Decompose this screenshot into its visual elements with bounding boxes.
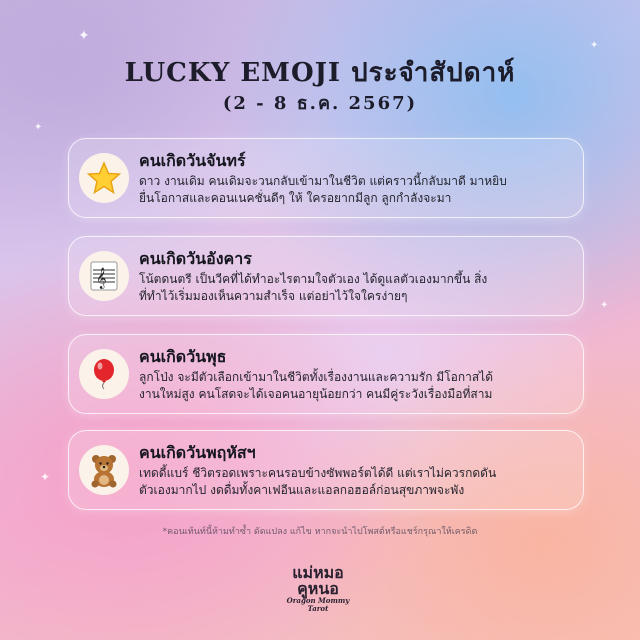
sparkle-icon: ✦	[78, 28, 90, 44]
card-body: ลูกโป่ง จะมีตัวเลือกเข้ามาในชีวิตทั้งเรื่องงานและความรัก มีโอกาสได้ งานใหม่สูง คนโสดจะได้เจอคนอายุน้อยกว่า คนมีคู่ระวังเรื่องมือที่สาม	[139, 370, 494, 401]
page-title: LUCKY EMOJI ประจำสัปดาห์	[124, 58, 516, 88]
sparkle-icon: ✦	[600, 300, 609, 311]
balloon-icon	[79, 349, 129, 399]
card-title: คนเกิดวันพุธ	[139, 347, 227, 366]
page-subtitle: (2 - 8 ธ.ค. 2567)	[222, 93, 418, 114]
card-title: คนเกิดวันอังคาร	[139, 249, 252, 268]
card-body: โน้ตดนตรี เป็นวีคที่ได้ทำอะไรตามใจตัวเอง ได้ดูแลตัวเองมากขึ้น สิ่ง ที่ทำไว้เริ่มมองเห็นความสำเร็จ แต่อย่าไว้ใจใครง่ายๆ	[139, 272, 488, 303]
card-title: คนเกิดวันจันทร์	[139, 151, 246, 170]
card-thursday	[68, 430, 584, 510]
card-wednesday	[68, 334, 584, 414]
sparkle-icon: ✦	[40, 470, 51, 484]
sparkle-icon: ✦	[590, 40, 599, 51]
card-body: ดาว งานเดิม คนเดิมจะวนกลับเข้ามาในชีวิต แต่คราวนี้กลับมาดี มาหยิบ ยื่นโอกาสและคอนเนคชั่นดีๆ ให้ ใครอยากมีลูก ลูกกำลังจะมา	[139, 174, 507, 205]
teddy-bear-icon	[79, 445, 129, 495]
card-title: คนเกิดวันพฤหัสฯ	[139, 443, 256, 462]
sparkle-icon: ✦	[34, 122, 43, 133]
card-body: เทดดี้แบร์ ชีวิตรอดเพราะคนรอบข้างซัพพอร์ตได้ดี แต่เราไม่ควรกดดัน ตัวเองมากไป งดดื่มทั้งคาเฟอีนและแอลกอฮอล์ก่อนสุขภาพจะพัง	[139, 466, 497, 497]
card-monday	[68, 138, 584, 218]
card-tuesday	[68, 236, 584, 316]
music-score-icon	[79, 251, 129, 301]
copyright-footnote: *คอนเท้นท์นี้ห้ามทำซ้ำ ดัดแปลง แก้ไข หากจะนำไปโพสต์หรือแชร์กรุณาให้เครดิต	[162, 527, 478, 537]
star-icon	[79, 153, 129, 203]
brand-logo: แม่หมอ คูหนอ Oragon Mommy Tarot	[286, 563, 350, 613]
svg-text:𝄞: 𝄞	[96, 268, 107, 289]
